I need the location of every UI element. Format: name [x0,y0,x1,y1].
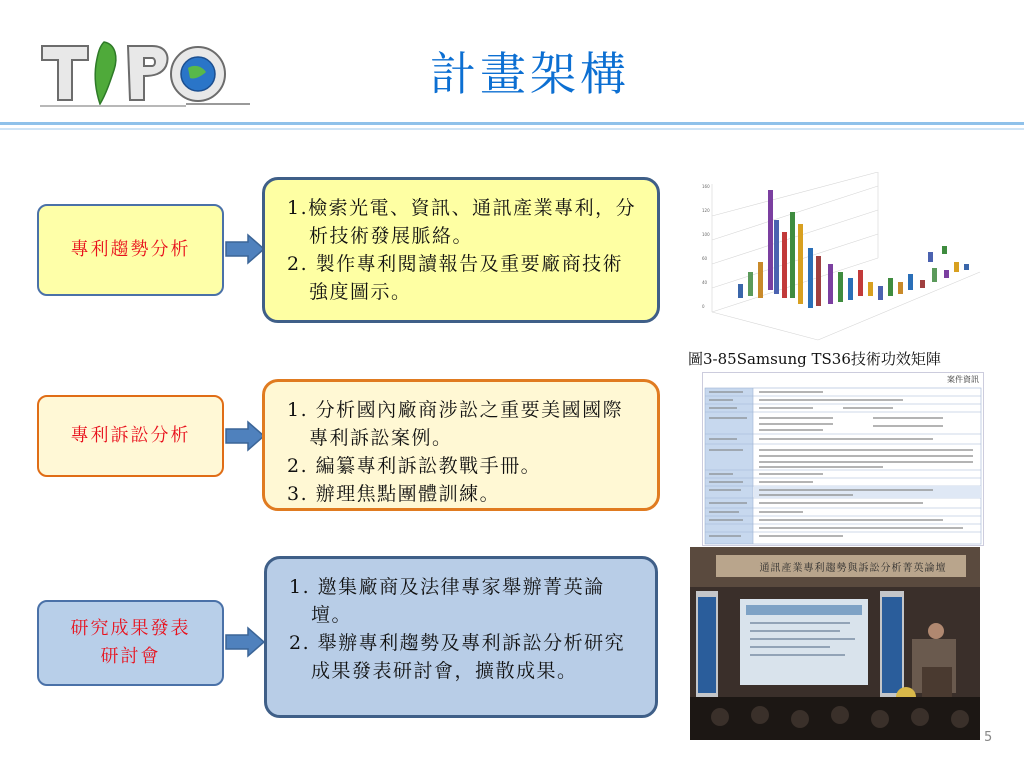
svg-text:100: 100 [702,232,710,237]
svg-text:160: 160 [702,184,710,189]
label-line: 研討會 [100,646,161,667]
figure-caption: 圖3-85Samsung TS36技術功效矩陣 [688,350,941,368]
list-item: 2. 編纂專利訴訟教戰手冊。 [287,455,542,477]
list-item: 1. 分析國內廠商涉訟之重要美國國際專利訴訟案例。 [287,399,624,449]
page-title: 計畫架構 [430,47,630,101]
seminar-scene-illustration [690,547,980,740]
litigation-case-table-image [702,372,984,546]
table-rows-illustration [703,386,983,546]
list-item: 2. 製作專利閱讀報告及重要廠商技術強度圖示。 [287,253,624,303]
list-item: 1.檢索光電、資訊、通訊產業專利，分析技術發展脈絡。 [287,197,637,247]
label-patent-litigation-analysis: 專利訴訟分析 [37,395,224,477]
label-research-results-seminar [37,600,224,686]
list-item: 2. 舉辦專利趨勢及專利訴訟分析研究成果發表研討會，擴散成果。 [289,632,626,682]
svg-text:0: 0 [702,304,705,309]
3d-matrix-chart-image [698,172,982,344]
seminar-photo [690,547,980,740]
header-divider [0,122,1024,125]
header-divider-light [0,128,1024,130]
svg-text:120: 120 [702,208,710,213]
table-header: 案件資訊 [703,373,983,386]
arrow-right-icon [224,233,266,265]
label-patent-trend-analysis: 專利趨勢分析 [37,204,224,296]
content-box-litigation [262,379,660,511]
label-line: 研究成果發表 [70,618,191,639]
list-item: 1. 邀集廠商及法律專家舉辦菁英論壇。 [289,576,605,626]
content-box-seminar [264,556,658,718]
photo-banner-text: 通訊產業專利趨勢與訴訟分析菁英論壇 [759,563,947,574]
tipo-logo [40,38,250,108]
list-item: 3. 辦理焦點團體訓練。 [287,483,501,505]
arrow-right-icon [224,626,266,658]
content-box-trend [262,177,660,323]
svg-text:60: 60 [702,256,708,261]
page-number: 5 [984,730,993,745]
svg-text:40: 40 [702,280,708,285]
arrow-right-icon [224,420,266,452]
